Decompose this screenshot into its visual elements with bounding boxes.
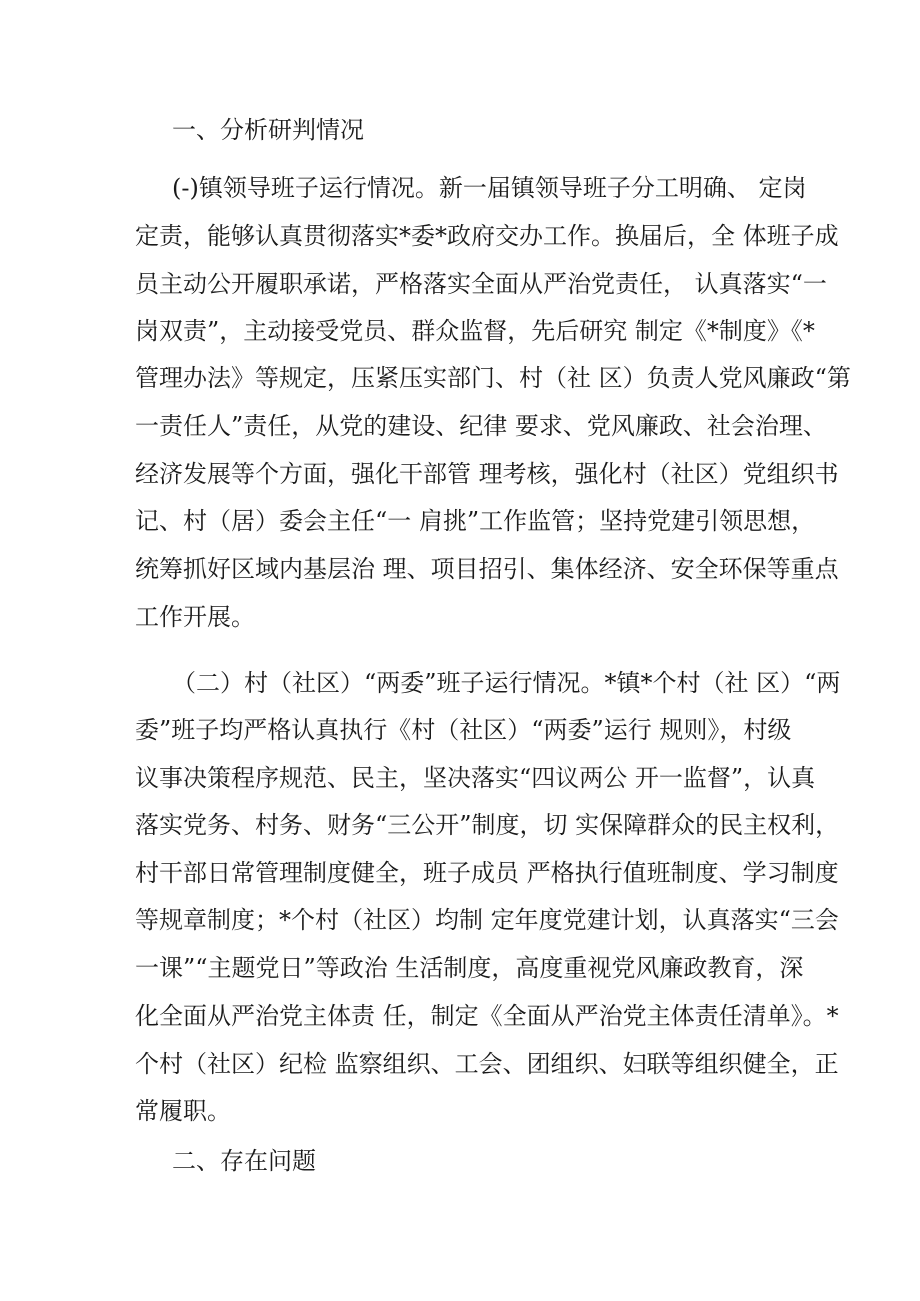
heading-analysis: 一、分析研判情况	[172, 116, 364, 144]
heading-issues: 二、存在问题	[172, 1147, 316, 1175]
paragraph-line: 等规章制度；*个村（社区）均制 定年度党建计划，认真落实“三会	[135, 906, 839, 934]
paragraph-line: （二）村（社区）“两委”班子运行情况。*镇*个村（社 区）“两	[172, 669, 841, 697]
paragraph-line: 议事决策程序规范、民主，坚决落实“四议两公 开一监督”，认真	[135, 764, 816, 792]
paragraph-line: 工作开展。	[135, 603, 255, 631]
paragraph-line: 定责，能够认真贯彻落实*委*政府交办工作。换届后，全 体班子成	[135, 222, 839, 250]
paragraph-line: 岗双责”，主动接受党员、群众监督，先后研究 制定《*制度》《*	[135, 317, 815, 345]
paragraph-line: 管理办法》等规定，压紧压实部门、村（社 区）负责人党风廉政“第	[135, 364, 851, 392]
paragraph-line: 落实党务、村务、财务“三公开”制度，切 实保障群众的民主权利，	[135, 811, 840, 839]
paragraph-line: 统筹抓好区域内基层治 理、项目招引、集体经济、安全环保等重点	[135, 555, 839, 583]
paragraph-line: 村干部日常管理制度健全，班子成员 严格执行值班制度、学习制度	[135, 859, 839, 887]
paragraph-line: 常履职。	[135, 1097, 231, 1125]
paragraph-line: 一责任人”责任，从党的建设、纪律 要求、党风廉政、社会治理、	[135, 412, 827, 440]
paragraph-line: 经济发展等个方面，强化干部管 理考核，强化村（社区）党组织书	[135, 460, 839, 488]
paragraph-line: 化全面从严治党主体责 任，制定《全面从严治党主体责任清单》。*	[135, 1002, 839, 1030]
paragraph-line: (-)镇领导班子运行情况。新一届镇领导班子分工明确、 定岗	[172, 174, 807, 202]
paragraph-line: 一课”“主题党日”等政治 生活制度，高度重视党风廉政教育，深	[135, 954, 804, 982]
paragraph-line: 记、村（居）委会主任“一 肩挑”工作监管；坚持党建引领思想，	[135, 507, 816, 535]
paragraph-line: 个村（社区）纪检 监察组织、工会、团组织、妇联等组织健全，正	[135, 1050, 839, 1078]
paragraph-line: 委”班子均严格认真执行《村（社区）“两委”运行 规则》，村级	[135, 716, 792, 744]
paragraph-line: 员主动公开履职承诺，严格落实全面从严治党责任， 认真落实“一	[135, 270, 827, 298]
